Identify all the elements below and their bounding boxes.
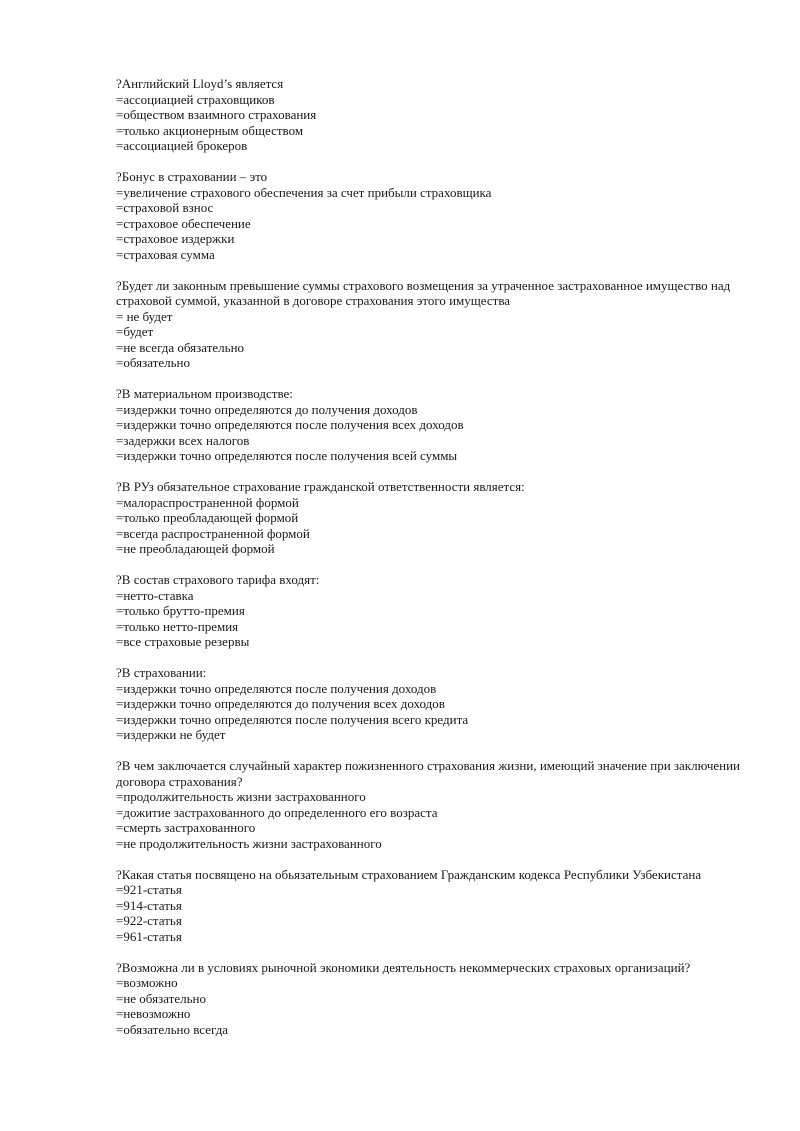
answer-option: =продолжительность жизни застрахованного xyxy=(116,789,366,804)
answer-option: =всегда распространенной формой xyxy=(116,525,310,541)
answer-option: =921-статья xyxy=(116,882,182,897)
answer-option: =только брутто-премия xyxy=(116,603,245,618)
question-block xyxy=(116,960,746,1038)
question-block xyxy=(116,169,746,262)
answer-option: =малораспространенной формой xyxy=(116,494,299,510)
question-block xyxy=(116,867,746,945)
answer-option: =обществом взаимного страхования xyxy=(116,107,317,122)
answer-option: =издержки точно определяются до получения всех доходов xyxy=(116,696,445,711)
question-block xyxy=(116,665,746,743)
answer-option: =только нетто-премия xyxy=(116,618,239,634)
question-block xyxy=(116,572,746,650)
answer-option: =дожитие застрахованного до определенного его возраста xyxy=(116,804,438,820)
answer-option: =страховой взнос xyxy=(116,200,214,215)
question-block xyxy=(116,758,746,851)
question-text: ?Возможна ли в условиях рыночной экономики деятельность некоммерческих страховых организаций? xyxy=(116,959,691,975)
answer-option: =только акционерным обществом xyxy=(116,122,304,138)
question-text: ?В чем заключается случайный характер пожизненного страхования жизни, имеющий значение при заключении договора страхования? xyxy=(116,758,744,789)
answer-option: =страховое издержки xyxy=(116,231,235,246)
answer-option: =страховое обеспечение xyxy=(116,215,251,231)
answer-option: =издержки точно определяются после получения всего кредита xyxy=(116,711,469,727)
answer-option: =только преобладающей формой xyxy=(116,510,299,525)
answer-option: =не всегда обязательно xyxy=(116,339,245,355)
answer-option: =издержки точно определяются после получения всей суммы xyxy=(116,448,458,463)
answer-option: =смерть застрахованного xyxy=(116,820,256,835)
answer-option: =обязательно xyxy=(116,355,190,370)
document-page xyxy=(116,76,746,1053)
answer-option: =914-статья xyxy=(116,897,182,913)
question-text: ?Бонус в страховании – это xyxy=(116,169,268,184)
answer-option: =нетто-ставка xyxy=(116,587,194,603)
answer-option: =будет xyxy=(116,324,154,339)
question-text: ?В РУз обязательное страхование гражданской ответственности является: xyxy=(116,479,525,494)
question-block xyxy=(116,386,746,464)
answer-option: =ассоциацией страховщиков xyxy=(116,91,275,107)
question-block xyxy=(116,479,746,557)
answer-option: =издержки точно определяются после получения доходов xyxy=(116,680,437,696)
answer-option: =не продолжительность жизни застрахованного xyxy=(116,835,382,851)
answer-option: =увеличение страхового обеспечения за счет прибыли страховщика xyxy=(116,184,492,200)
question-text: ?В состав страхового тарифа входят: xyxy=(116,572,320,587)
question-text: ?Английский Lloyd’s является xyxy=(116,76,284,91)
answer-option: =961-статья xyxy=(116,928,182,944)
answer-option: =невозможно xyxy=(116,1006,191,1021)
question-text: ?В страховании: xyxy=(116,665,207,680)
question-text: ?Какая статья посвящено на обьязательным страхованием Гражданским кодекса Республики Узбекистана xyxy=(116,866,702,882)
question-block xyxy=(116,76,746,154)
answer-option: =обязательно всегда xyxy=(116,1021,229,1037)
question-text: ?Будет ли законным превышение суммы страхового возмещения за утраченное застрахованное имущество над страховой суммой, указанной в договоре страхования этого имущества xyxy=(116,277,734,308)
answer-option: = не будет xyxy=(116,308,173,324)
answer-option: =922-статья xyxy=(116,913,182,928)
answer-option: =все страховые резервы xyxy=(116,634,250,649)
question-text: ?В материальном производстве: xyxy=(116,386,293,401)
answer-option: =ассоциацией брокеров xyxy=(116,138,248,153)
answer-option: =задержки всех налогов xyxy=(116,432,250,448)
answer-option: =издержки точно определяются до получения доходов xyxy=(116,401,418,417)
answer-option: =издержки точно определяются после получения всех доходов xyxy=(116,417,464,432)
answer-option: =возможно xyxy=(116,975,178,990)
answer-option: =страховая сумма xyxy=(116,246,215,262)
answer-option: =не преобладающей формой xyxy=(116,541,275,556)
answer-option: =издержки не будет xyxy=(116,727,226,742)
question-block xyxy=(116,278,746,371)
answer-option: =не обязательно xyxy=(116,990,206,1006)
